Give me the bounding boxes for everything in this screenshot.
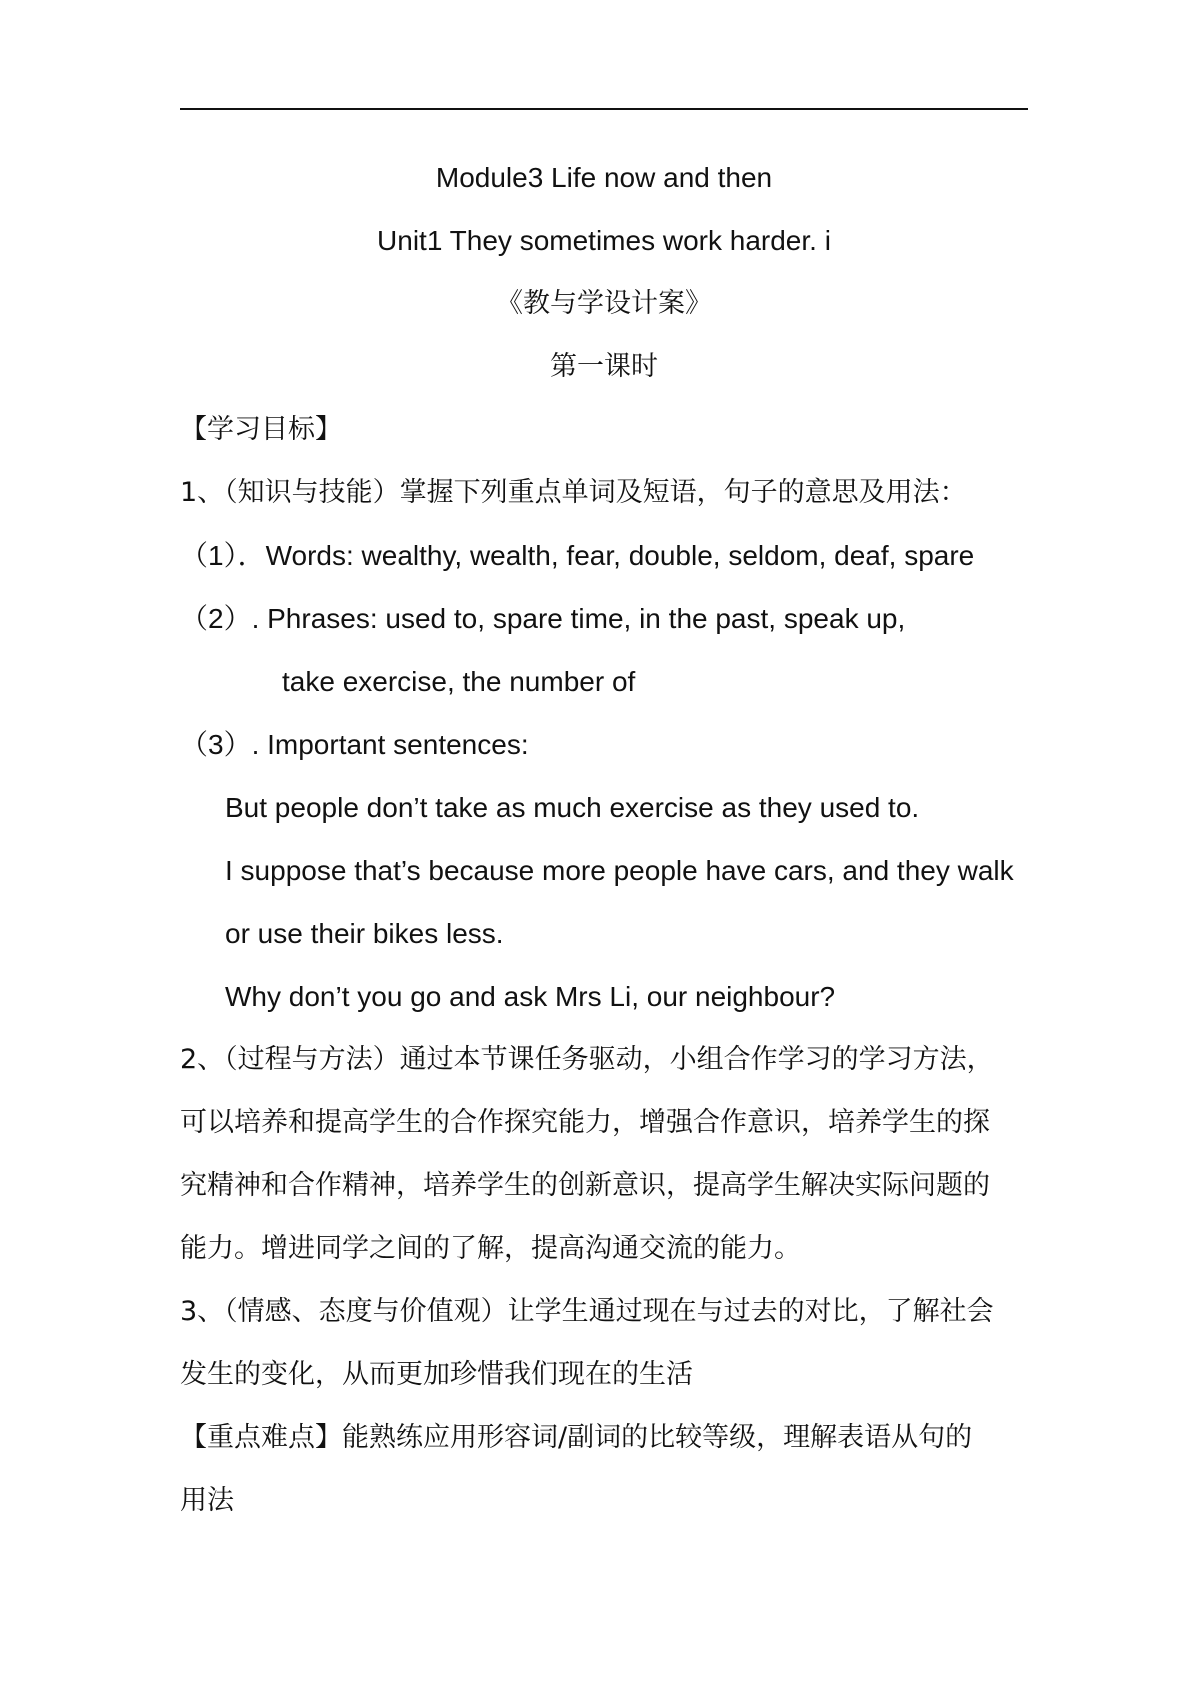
sentence-2: I suppose that’s because more people have cars, and they walk (225, 855, 1014, 886)
objective-3-line-1: 3、（情感、态度与价值观）让学生通过现在与过去的对比，了解社会 (180, 1296, 994, 1327)
header-rule (180, 108, 1028, 110)
module-title: Module3 Life now and then (435, 162, 773, 193)
objective-2-line-1: 2、（过程与方法）通过本节课任务驱动，小组合作学习的学习方法， (180, 1044, 994, 1075)
key-difficulties-line-1: 【重点难点】能熟练应用形容词/副词的比较等级，理解表语从句的 (180, 1422, 973, 1453)
design-plan-title: 《教与学设计案》 (496, 288, 712, 319)
objective-2-line-2: 可以培养和提高学生的合作探究能力，增强合作意识，培养学生的探 (180, 1107, 990, 1138)
objective-1-heading: 1、（知识与技能）掌握下列重点单词及短语，句子的意思及用法： (180, 477, 967, 508)
key-difficulties-line-2: 用法 (180, 1485, 234, 1516)
objective-2-line-3: 究精神和合作精神，培养学生的创新意识，提高学生解决实际问题的 (180, 1170, 990, 1201)
objective-3-line-2: 发生的变化，从而更加珍惜我们现在的生活 (180, 1359, 693, 1390)
objective-1-sentences-heading: （3）. Important sentences: (180, 729, 529, 760)
objective-1-phrases: （2）. Phrases: used to, spare time, in the past, speak up, (180, 603, 906, 634)
sentence-1: But people don’t take as much exercise as they used to. (225, 792, 920, 823)
unit-title: Unit1 They sometimes work harder. i (377, 225, 831, 256)
objective-1-phrases-continued: take exercise, the number of (282, 666, 636, 697)
sentence-3: Why don’t you go and ask Mrs Li, our neighbour? (225, 981, 836, 1012)
objective-2-line-4: 能力。增进同学之间的了解，提高沟通交流的能力。 (180, 1233, 801, 1264)
lesson-period: 第一课时 (550, 351, 658, 382)
objective-1-words: （1）．Words: wealthy, wealth, fear, double, seldom, deaf, spare (180, 540, 975, 571)
sentence-2-continued: or use their bikes less. (225, 918, 504, 949)
section-heading-learning-objectives: 【学习目标】 (180, 414, 342, 445)
